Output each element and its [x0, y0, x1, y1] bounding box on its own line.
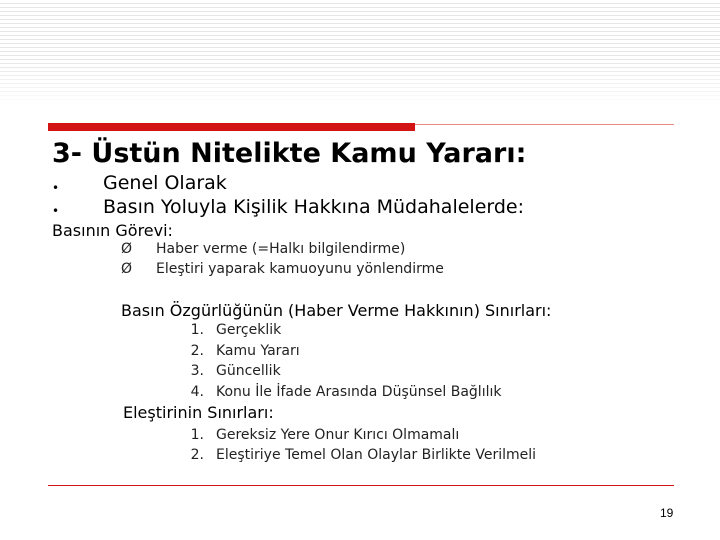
bullet-icon: •: [52, 204, 60, 218]
section-heading-criticism-limits: Eleştirinin Sınırları:: [123, 403, 274, 422]
criticism-item: Eleştiriye Temel Olan Olaylar Birlikte Verilmeli: [216, 447, 537, 463]
criticism-item: Gereksiz Yere Onur Kırıcı Olmamalı: [216, 427, 460, 443]
list-number: 1.: [190, 427, 204, 443]
page-number: 19: [660, 506, 674, 520]
slide-title: 3- Üstün Nitelikte Kamu Yararı:: [52, 138, 527, 169]
section-heading-press-freedom-limits: Basın Özgürlüğünün (Haber Verme Hakkının) Sınırları:: [121, 301, 552, 320]
bullet-item-general: Genel Olarak: [103, 172, 227, 194]
top-accent-bar: [48, 123, 415, 131]
list-number: 3.: [190, 363, 204, 379]
limit-item: Konu İle İfade Arasında Düşünsel Bağlılık: [216, 384, 502, 400]
background-fade: [0, 60, 720, 110]
arrow-bullet-icon: Ø: [121, 241, 133, 257]
limit-item: Kamu Yararı: [216, 343, 300, 359]
duty-item: Eleştiri yaparak kamuoyunu yönlendirme: [156, 261, 444, 277]
list-number: 1.: [190, 322, 204, 338]
list-number: 2.: [190, 447, 204, 463]
list-number: 4.: [190, 384, 204, 400]
bullet-item-intervention: Basın Yoluyla Kişilik Hakkına Müdahalelerde:: [103, 196, 525, 218]
limit-item: Gerçeklik: [216, 322, 282, 338]
bottom-divider-line: [48, 485, 674, 486]
section-heading-press-duty: Basının Görevi:: [52, 221, 173, 240]
list-number: 2.: [190, 343, 204, 359]
limit-item: Güncellik: [216, 363, 281, 379]
arrow-bullet-icon: Ø: [121, 261, 133, 277]
duty-item: Haber verme (=Halkı bilgilendirme): [156, 241, 406, 257]
bullet-icon: •: [52, 181, 60, 195]
